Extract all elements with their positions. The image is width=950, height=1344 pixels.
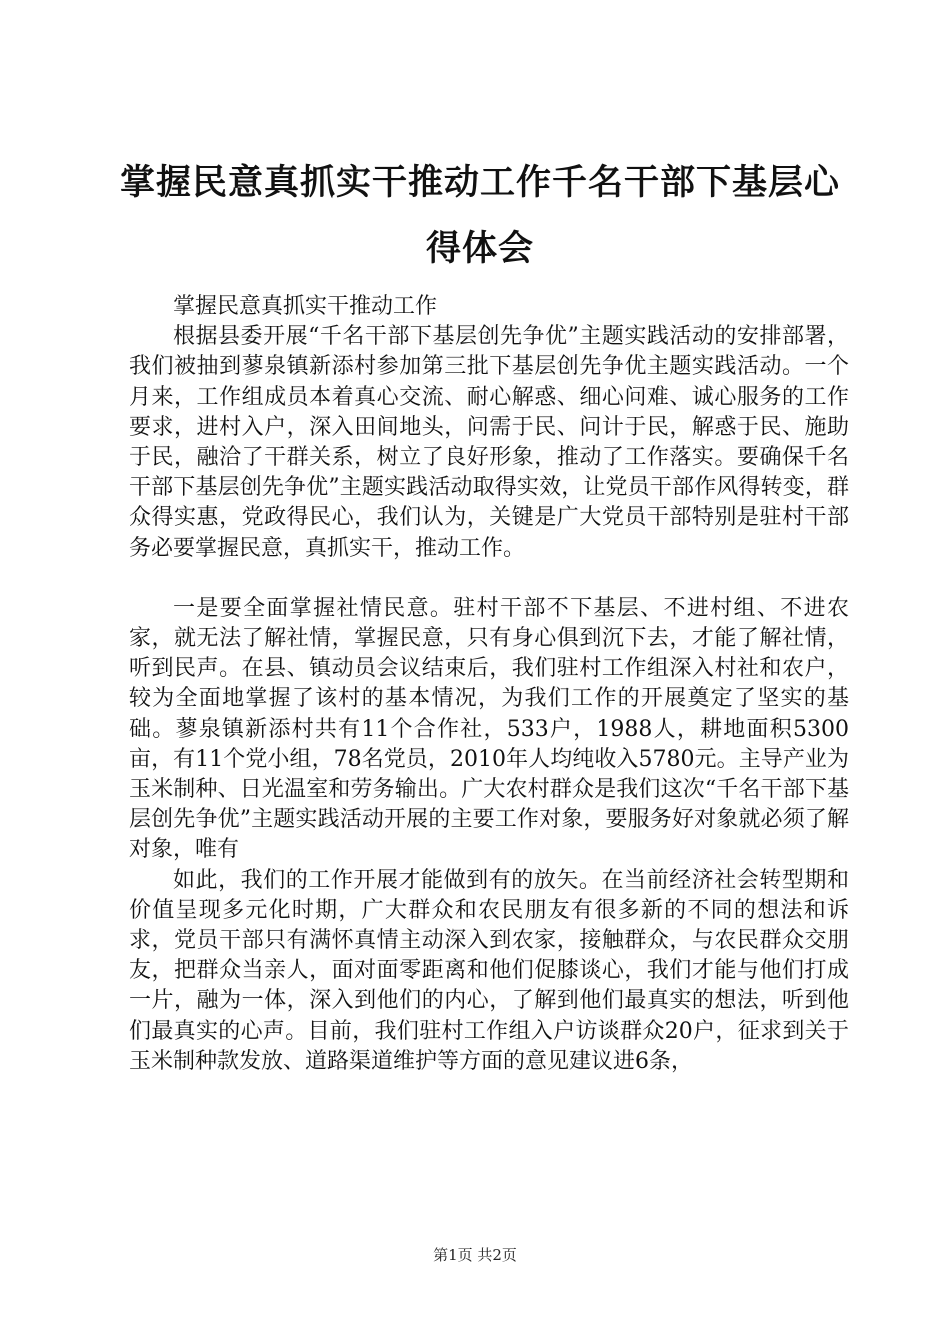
page-number-footer: 第1页 共2页 <box>433 1246 517 1264</box>
document-body <box>129 292 849 1077</box>
subtitle-paragraph: 掌握民意真抓实干推动工作 <box>173 294 438 319</box>
document-title: 掌握民意真抓实干推动工作千名干部下基层心得体会 <box>119 163 840 269</box>
body-paragraph: 一是要全面掌握社情民意。驻村干部不下基层、不进村组、不进农家，就无法了解社情，掌握民意，只有身心俱到沉下去，才能了解社情，听到民声。在县、镇动员会议结束后，我们驻村工作组深入村社和农户，较为全面地掌握了该村的基本情况，为我们工作的开展奠定了坚实的基础。蓼泉镇新添村共有11个合作社，533户，1988人，耕地面积5300亩，有11个党小组，78名党员，2010年人均纯收入5780元。主导产业为玉米制种、日光温室和劳务输出。广大农村群众是我们这次“千名干部下基层创先争优”主题实践活动开展的主要工作对象，要服务好对象就必须了解对象，唯有 <box>129 595 849 863</box>
body-paragraph: 如此，我们的工作开展才能做到有的放矢。在当前经济社会转型期和价值呈现多元化时期，广大群众和农民朋友有很多新的不同的想法和诉求，党员干部只有满怀真情主动深入到农家，接触群众，与农民群众交朋友，把群众当亲人，面对面零距离和他们促膝谈心，我们才能与他们打成一片，融为一体，深入到他们的内心，了解到他们最真实的想法，听到他们最真实的心声。目前，我们驻村工作组入户访谈群众20户，征求到关于玉米制种款发放、道路渠道维护等方面的意见建议进6条， <box>129 867 849 1074</box>
body-paragraph: 根据县委开展“千名干部下基层创先争优”主题实践活动的安排部署，我们被抽到蓼泉镇新添村参加第三批下基层创先争优主题实践活动。一个月来，工作组成员本着真心交流、耐心解惑、细心问难、诚心服务的工作要求，进村入户，深入田间地头，问需于民、问计于民，解惑于民、施助于民，融洽了干群关系，树立了良好形象，推动了工作落实。要确保千名干部下基层创先争优”主题实践活动取得实效，让党员干部作风得转变，群众得实惠，党政得民心，我们认为，关键是广大党员干部特别是驻村干部务必要掌握民意，真抓实干，推动工作。 <box>129 324 849 561</box>
